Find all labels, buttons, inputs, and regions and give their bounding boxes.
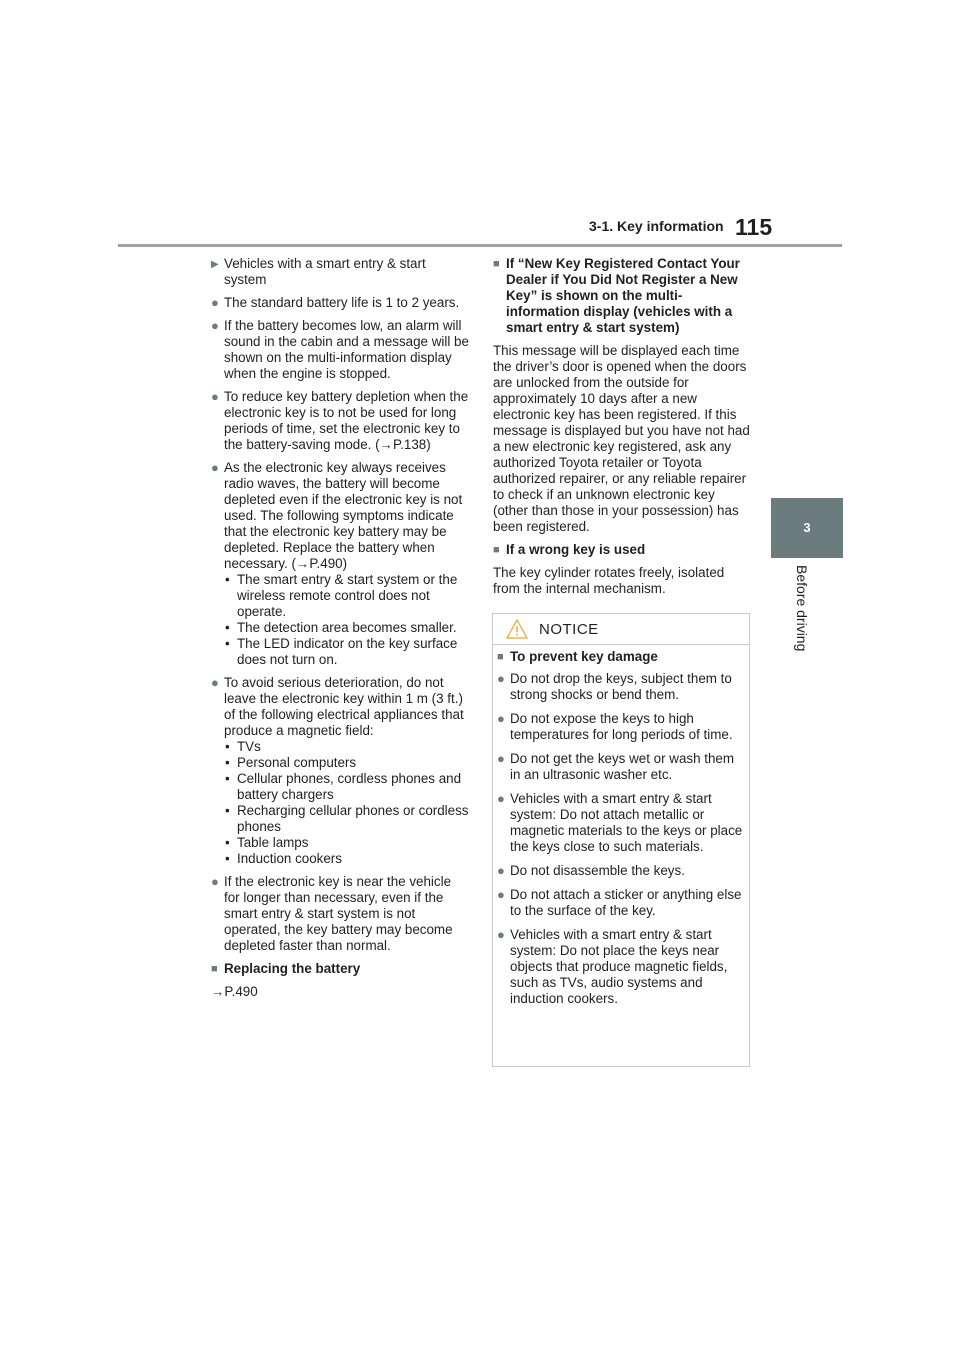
heading-text: If “New Key Registered Contact Your Dealer if You Did Not Register a New Key” is shown on the multi-information display (vehicles with a smart entry & start system)	[506, 256, 740, 335]
item-text: Do not disassemble the keys.	[510, 863, 685, 878]
circle-bullet-icon: ●	[211, 295, 219, 310]
circle-bullet-icon: ●	[211, 460, 219, 475]
circle-bullet-icon: ●	[497, 791, 505, 806]
circle-bullet-icon: ●	[497, 671, 505, 686]
notice-item	[497, 863, 743, 879]
list-item	[211, 295, 469, 311]
list-item	[211, 318, 469, 382]
circle-bullet-icon: ●	[497, 751, 505, 766]
circle-bullet-icon: ●	[497, 887, 505, 902]
circle-bullet-icon: ●	[211, 874, 219, 889]
sub-item-text: The LED indicator on the key surface does not turn on.	[237, 636, 458, 667]
item-text: As the electronic key always receives radio waves, the battery will become depleted even if the electronic key is not used. The following symptoms indicate that the electronic key battery may be depleted. Replace the battery when necessary. (→P.490)	[224, 460, 463, 571]
item-text: To reduce key battery depletion when the electronic key is to not be used for long periods of time, set the electronic key to the battery-saving mode. (→P.138)	[224, 389, 469, 452]
item-text: Do not drop the keys, subject them to strong shocks or bend them.	[510, 671, 732, 702]
square-bullet-icon: ■	[493, 544, 500, 556]
sub-item-text: Cellular phones, cordless phones and battery chargers	[237, 771, 462, 802]
triangle-bullet-icon: ▶	[211, 259, 219, 270]
sub-item: • The detection area becomes smaller.	[225, 620, 457, 635]
item-text: Do not expose the keys to high temperatures for long periods of time.	[510, 711, 733, 742]
sub-item: • Cellular phones, cordless phones and battery chargers	[225, 771, 462, 802]
sub-item-text: Personal computers	[237, 755, 357, 770]
item-text: To avoid serious deterioration, do not leave the electronic key within 1 m (3 ft.) of the following electrical appliances that produce a magnetic field:	[224, 675, 464, 738]
notice-item	[497, 887, 743, 919]
circle-bullet-icon: ●	[497, 927, 505, 942]
circle-bullet-icon: ●	[211, 675, 219, 690]
square-bullet-icon: ■	[493, 258, 500, 270]
sub-list	[211, 572, 469, 668]
sub-item: • Recharging cellular phones or cordless phones	[225, 803, 469, 834]
left-column	[211, 256, 469, 1007]
item-text: If the battery becomes low, an alarm will sound in the cabin and a message will be shown on the multi-information display when the engine is stopped.	[224, 318, 469, 381]
item-text: The standard battery life is 1 to 2 years.	[224, 295, 460, 310]
subsection-heading	[211, 961, 469, 977]
sub-item: • The LED indicator on the key surface does not turn on.	[225, 636, 458, 667]
circle-bullet-icon: ●	[497, 711, 505, 726]
paragraph: The key cylinder rotates freely, isolated from the internal mechanism.	[493, 565, 725, 596]
sub-item: • Table lamps	[225, 835, 309, 850]
circle-bullet-icon: ●	[211, 389, 219, 404]
sub-item-text: Recharging cellular phones or cordless phones	[237, 803, 469, 834]
item-text: Do not attach a sticker or anything else to the surface of the key.	[510, 887, 742, 918]
sub-item: • The smart entry & start system or the wireless remote control does not operate.	[225, 572, 458, 619]
heading-text: To prevent key damage	[510, 649, 658, 664]
sub-item: • TVs	[225, 739, 261, 754]
square-bullet-icon: ■	[211, 963, 218, 975]
sub-item-text: TVs	[237, 739, 261, 754]
notice-body	[497, 649, 743, 1015]
notice-item	[497, 791, 743, 855]
heading-text: If a wrong key is used	[506, 542, 646, 557]
intro-text: Vehicles with a smart entry & start system	[224, 256, 426, 287]
notice-item	[497, 671, 743, 703]
list-item	[211, 256, 469, 288]
notice-item	[497, 927, 743, 1007]
notice-heading	[497, 649, 743, 665]
list-item	[211, 675, 469, 739]
sub-item-text: Table lamps	[237, 835, 309, 850]
notice-box	[492, 613, 750, 1067]
sub-item-text: The smart entry & start system or the wireless remote control does not operate.	[237, 572, 458, 619]
sub-item-text: Induction cookers	[237, 851, 342, 866]
warning-triangle-icon	[506, 619, 528, 639]
subsection-heading	[493, 542, 751, 558]
right-column	[493, 256, 751, 604]
page-number: 115	[735, 214, 773, 240]
notice-header	[493, 614, 749, 645]
item-text: Vehicles with a smart entry & start system: Do not attach metallic or magnetic materials to the keys or place the keys close to such materials.	[510, 791, 743, 854]
list-item	[211, 874, 469, 954]
subsection-heading	[493, 256, 751, 336]
header-divider	[118, 244, 842, 247]
square-bullet-icon: ■	[497, 651, 504, 663]
paragraph: This message will be displayed each time the driver’s door is opened when the doors are unlocked from the outside for approximately 10 days after a new electronic key has been registered. If this message is displayed but you have not had a new electronic key registered, ask any authorized Toyota retailer or Toyota authorized repairer, or any reliable repairer to check if an unknown electronic key (other than those in your possession) has been registered.	[493, 343, 750, 534]
notice-item	[497, 711, 743, 743]
sub-list	[211, 739, 469, 867]
sub-item: • Personal computers	[225, 755, 357, 770]
circle-bullet-icon: ●	[211, 318, 219, 333]
heading-text: Replacing the battery	[224, 961, 361, 976]
item-text: Vehicles with a smart entry & start system: Do not place the keys near objects that produce magnetic fields, such as TVs, audio systems and induction cookers.	[510, 927, 728, 1006]
sub-item: • Induction cookers	[225, 851, 342, 866]
section-title: 3-1. Key information	[589, 218, 724, 234]
sub-item-text: The detection area becomes smaller.	[237, 620, 457, 635]
chapter-label: Before driving	[794, 565, 810, 652]
list-item	[211, 389, 469, 453]
list-item	[211, 460, 469, 572]
notice-title: NOTICE	[539, 621, 599, 638]
notice-item	[497, 751, 743, 783]
item-text: Do not get the keys wet or wash them in an ultrasonic washer etc.	[510, 751, 735, 782]
item-text: If the electronic key is near the vehicle for longer than necessary, even if the smart entry & start system is not operated, the key battery may become depleted faster than normal.	[224, 874, 453, 953]
page-reference: →P.490	[211, 984, 258, 999]
circle-bullet-icon: ●	[497, 863, 505, 878]
chapter-tab: 3	[771, 498, 843, 558]
